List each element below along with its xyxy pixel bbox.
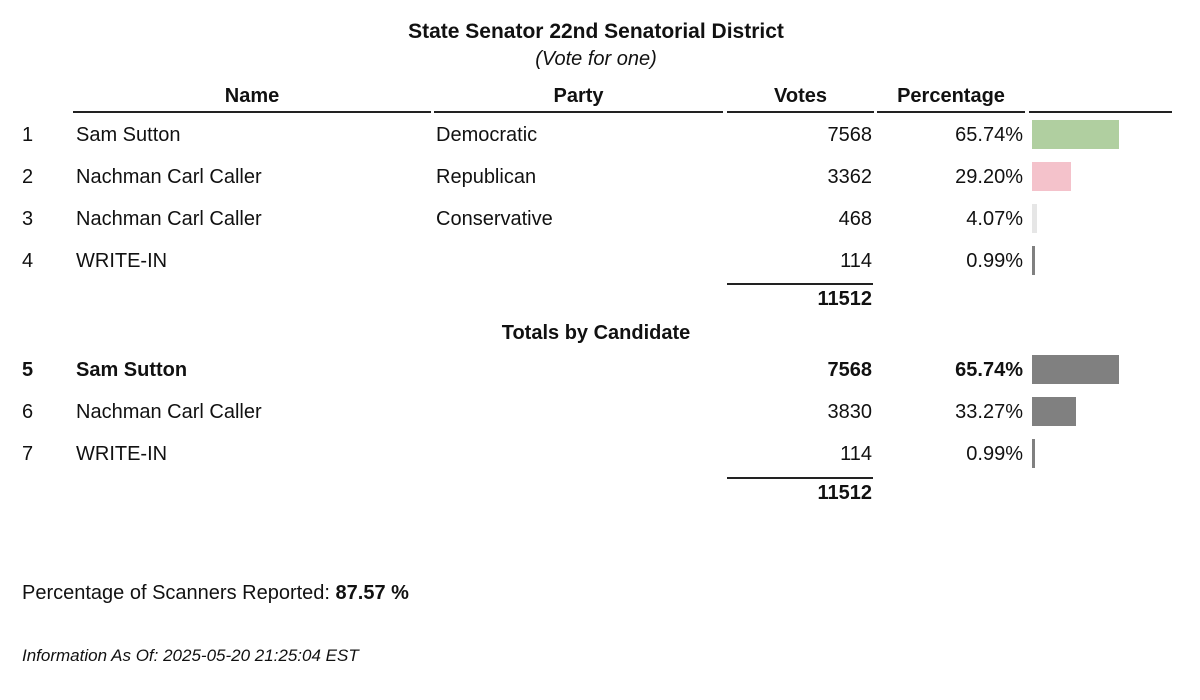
contest-title: State Senator 22nd Senatorial District (408, 20, 784, 43)
candidate-percentage: 65.74% (955, 124, 1023, 146)
row-number: 2 (22, 166, 34, 188)
column-header-votes: Votes (727, 83, 874, 113)
candidate-name: WRITE-IN (76, 250, 168, 272)
table-row (0, 349, 1200, 391)
table-row (0, 198, 1200, 240)
candidate-votes: 114 (840, 250, 872, 272)
candidate-votes: 468 (838, 208, 872, 230)
table-row (0, 433, 1200, 475)
table-row (0, 391, 1200, 433)
percentage-bar (1032, 355, 1119, 384)
scanners-reported (22, 580, 409, 606)
candidate-percentage: 4.07% (966, 208, 1023, 230)
candidate-percentage: 0.99% (966, 443, 1023, 465)
totals-total-votes: 11512 (817, 482, 872, 504)
column-header-name: Name (73, 83, 431, 113)
candidate-party: Conservative (436, 208, 553, 230)
percentage-bar (1032, 162, 1071, 191)
candidate-name: WRITE-IN (76, 443, 168, 465)
row-number: 1 (22, 124, 34, 146)
percentage-bar-cell (1032, 114, 1172, 156)
candidate-name: Nachman Carl Caller (76, 166, 262, 188)
row-number: 3 (22, 208, 34, 230)
percentage-bar-cell (1032, 433, 1172, 475)
candidate-votes: 114 (840, 443, 872, 465)
information-timestamp: Information As Of: 2025-05-20 21:25:04 EST (22, 646, 359, 665)
candidate-name: Nachman Carl Caller (76, 401, 262, 423)
row-number: 7 (22, 443, 34, 465)
table-row (0, 156, 1200, 198)
row-number: 6 (22, 401, 34, 423)
sum-divider (727, 283, 873, 285)
candidate-party (436, 240, 721, 282)
contest-subtitle: (Vote for one) (535, 48, 657, 70)
candidate-party: Republican (436, 166, 537, 188)
percentage-bar-cell (1032, 156, 1172, 198)
candidate-party: Democratic (436, 124, 538, 146)
candidate-percentage: 0.99% (966, 250, 1023, 272)
percentage-bar (1032, 120, 1119, 149)
scanners-reported-value: 87.57 % (335, 582, 409, 604)
candidate-percentage: 29.20% (955, 166, 1023, 188)
column-header-bar (1029, 83, 1172, 113)
candidate-votes: 3830 (827, 401, 872, 423)
candidate-votes: 7568 (827, 359, 872, 381)
column-header-party: Party (434, 83, 723, 113)
percentage-bar (1032, 397, 1076, 426)
percentage-bar-cell (1032, 391, 1172, 433)
percentage-bar (1032, 204, 1037, 233)
row-number: 5 (22, 359, 34, 381)
row-number: 4 (22, 250, 34, 272)
candidate-name: Sam Sutton (76, 124, 181, 146)
percentage-bar (1032, 246, 1035, 275)
scanners-reported-label: Percentage of Scanners Reported: (22, 582, 336, 604)
percentage-bar-cell (1032, 198, 1172, 240)
sum-divider (727, 477, 873, 479)
candidate-name: Nachman Carl Caller (76, 208, 262, 230)
column-header-percentage: Percentage (877, 83, 1025, 113)
table-row (0, 114, 1200, 156)
candidate-name: Sam Sutton (76, 359, 188, 381)
totals-section-title: Totals by Candidate (501, 322, 691, 344)
candidate-votes: 7568 (827, 124, 872, 146)
percentage-bar-cell (1032, 349, 1172, 391)
candidate-percentage: 65.74% (955, 359, 1023, 381)
percentage-bar (1032, 439, 1035, 468)
table-row (0, 240, 1200, 282)
results-total-votes: 11512 (817, 288, 872, 310)
candidate-votes: 3362 (827, 166, 872, 188)
candidate-percentage: 33.27% (955, 401, 1023, 423)
percentage-bar-cell (1032, 240, 1172, 282)
